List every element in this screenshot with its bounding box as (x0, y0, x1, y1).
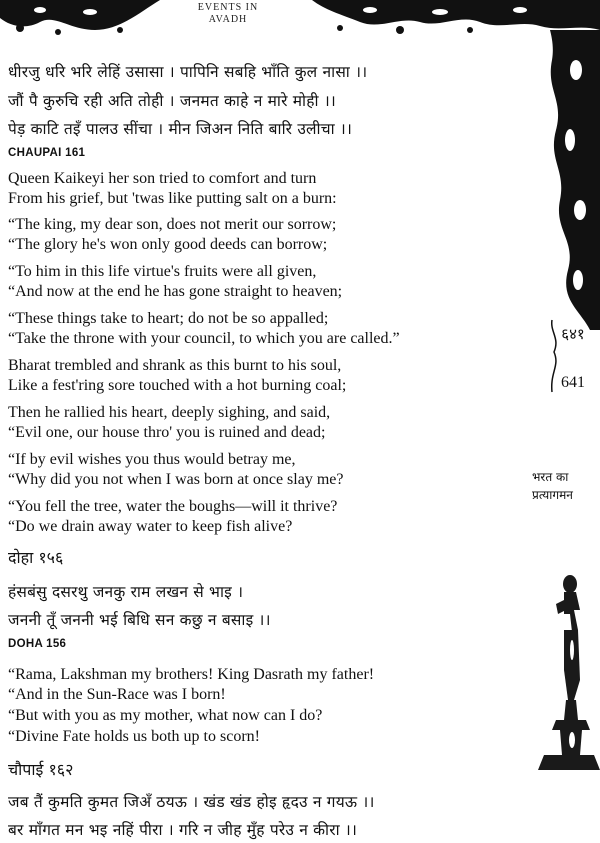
chaupai-label: CHAUPAI 161 (8, 147, 86, 159)
translation-line: Bharat trembled and shrank as this burnt to his soul, (8, 357, 342, 374)
verse-line: धीरजु धरि भरि लेहिं उसासा । पापिनि सबहि भाँति कुल नासा ।। (8, 63, 368, 81)
translation-line: Like a fest'ring sore touched with a hot burning coal; (8, 377, 347, 394)
translation-line: “Do we drain away water to keep fish alive? (8, 518, 293, 535)
page-number-devanagari: ६४१ (561, 325, 585, 343)
doha-translation-line: “But with you as my mother, what now can I do? (8, 707, 323, 724)
doha-verse-line: हंसबंसु दसरथु जनकु राम लखन से भाइ । (8, 583, 244, 601)
translation-line: “Take the throne with your council, to which you are called.” (8, 330, 400, 347)
running-head-line2: AVADH (208, 14, 248, 25)
translation-line: Queen Kaikeyi her son tried to comfort and turn (8, 170, 317, 187)
translation-line: “Why did you not when I was born at once slay me? (8, 471, 344, 488)
doha-translation-line: “Rama, Lakshman my brothers! King Dasrath my father! (8, 666, 375, 683)
verse-line: बर माँगत मन भइ नहिं पीरा । गरि न जीह मुँह परेउ न कीरा ।। (8, 821, 358, 839)
running-head-line1: EVENTS IN (197, 2, 259, 13)
translation-line: “These things take to heart; do not be so appalled; (8, 310, 329, 327)
doha-heading: दोहा १५६ (8, 548, 64, 567)
side-vine-border (540, 30, 600, 330)
chaupai-heading: चौपाई १६२ (8, 760, 74, 779)
translation-line: “The king, my dear son, does not merit our sorrow; (8, 216, 337, 233)
doha-verse-line: जननी तूँ जननी भई बिधि सन कछु न बसाइ ।। (8, 611, 271, 629)
translation-line: “If by evil wishes you thus would betray me, (8, 451, 296, 468)
translation-line: “You fell the tree, water the boughs—will it thrive? (8, 498, 338, 515)
translation-line: “To him in this life virtue's fruits were all given, (8, 263, 317, 280)
margin-note (532, 468, 600, 504)
translation-line: Then he rallied his heart, deeply sighing, and said, (8, 404, 331, 421)
translation-line: From his grief, but 'twas like putting salt on a burn: (8, 190, 337, 207)
page-number: 641 (561, 374, 585, 391)
verse-line: पेड़ काटि तइँ पालउ सींचा । मीन जिअन निति बारि उलीचा ।। (8, 120, 353, 138)
margin-note-line1: भरत का (532, 470, 569, 484)
doha-label: DOHA 156 (8, 638, 67, 650)
running-head (178, 2, 278, 26)
translation-line: “And now at the end he has gone straight to heaven; (8, 283, 343, 300)
verse-line: जब तैं कुमति कुमत जिअँ ठयऊ । खंड खंड होइ हृदउ न गयऊ ।। (8, 793, 375, 811)
translation-line: “Evil one, our house thro' you is ruined and dead; (8, 424, 326, 441)
translation-line: “The glory he's won only good deeds can borrow; (8, 236, 328, 253)
verse-line: जौं पै कुरुचि रही अति तोही । जनमत काहे न मारे मोही ।। (8, 92, 336, 110)
doha-translation-line: “And in the Sun-Race was I born! (8, 686, 226, 703)
doha-translation-line: “Divine Fate holds us both up to scorn! (8, 728, 260, 745)
margin-note-line2: प्रत्यागमन (532, 488, 573, 502)
statue-illustration (534, 570, 600, 775)
top-vine-border (0, 0, 600, 38)
